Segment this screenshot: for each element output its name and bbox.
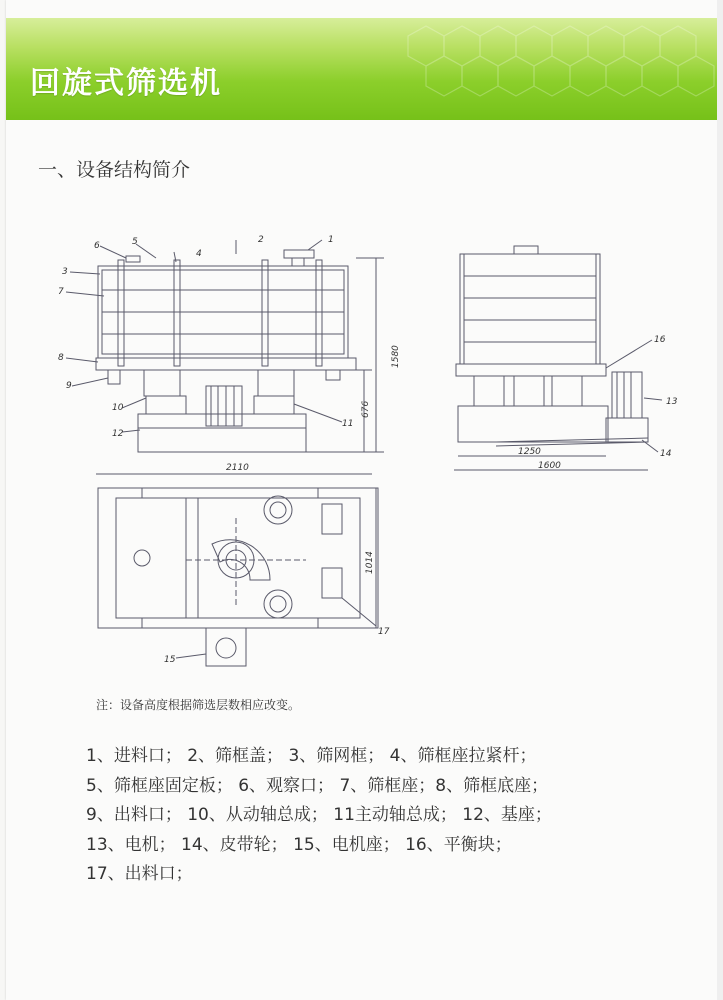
label-4: 4 [196, 249, 202, 259]
parts-line: 17、出料口； [86, 864, 193, 884]
label-6: 6 [94, 241, 100, 251]
label-3: 3 [62, 267, 68, 277]
parts-line: 13、电机； 14、皮带轮； 15、电机座； 16、平衡块； [86, 834, 512, 855]
label-8: 8 [58, 353, 64, 363]
drawing-note: 注：设备高度根据筛选层数相应改变。 [96, 698, 301, 712]
dim-overall-height: 1580 [391, 345, 401, 368]
section-heading: 一、设备结构简介 [38, 159, 191, 181]
dim-side-inner: 1250 [518, 447, 541, 457]
plan-view [96, 474, 378, 666]
parts-list [86, 742, 686, 890]
page-title: 回旋式筛选机 [30, 66, 222, 101]
label-12: 12 [112, 429, 124, 439]
parts-line: 9、出料口； 10、从动轴总成； 11主动轴总成； 12、基座； [86, 805, 552, 825]
front-view [66, 240, 384, 452]
dim-base-height: 676 [361, 400, 371, 418]
dim-plan-depth: 1014 [365, 551, 375, 574]
label-7: 7 [58, 287, 64, 297]
title-banner [6, 18, 717, 120]
engineering-drawings [46, 218, 706, 678]
label-16: 16 [654, 335, 666, 345]
label-11: 11 [342, 419, 354, 429]
label-1: 1 [328, 235, 334, 245]
dim-plan-width: 2110 [226, 463, 249, 473]
label-13: 13 [666, 397, 678, 407]
label-15: 15 [164, 655, 176, 665]
parts-line: 5、筛框座固定板； 6、观察口； 7、筛框座；8、筛框底座； [86, 775, 549, 796]
label-10: 10 [112, 403, 124, 413]
dim-side-outer: 1600 [538, 461, 561, 471]
side-view [454, 246, 662, 470]
parts-line: 1、进料口； 2、筛框盖； 3、筛网框； 4、筛框座拉紧杆； [86, 746, 537, 766]
label-14: 14 [660, 449, 672, 459]
label-2: 2 [258, 235, 264, 245]
label-17: 17 [378, 627, 390, 637]
label-5: 5 [132, 237, 138, 247]
label-9: 9 [66, 381, 72, 391]
page-margin [717, 0, 723, 1000]
